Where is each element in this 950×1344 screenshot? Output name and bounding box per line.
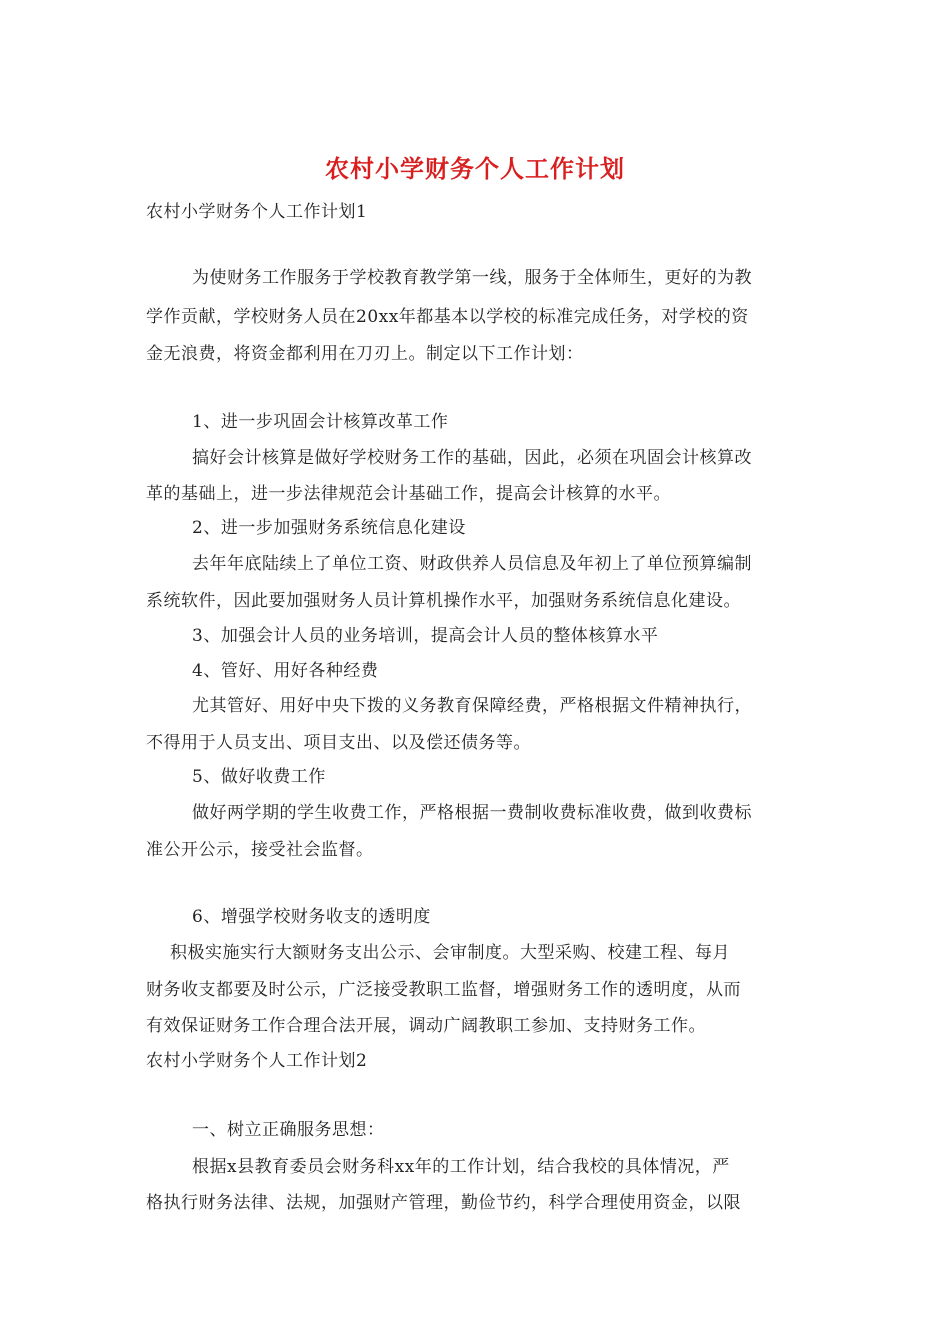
item-heading: 4、管好、用好各种经费 <box>192 661 379 681</box>
item-heading: 1、进一步巩固会计核算改革工作 <box>192 412 449 432</box>
paragraph-line: 做好两学期的学生收费工作，严格根据一费制收费标准收费，做到收费标 <box>192 803 752 823</box>
paragraph-line: 有效保证财务工作合理合法开展，调动广阔教职工参加、支持财务工作。 <box>146 1016 706 1036</box>
paragraph-line: 格执行财务法律、法规，加强财产管理，勤俭节约，科学合理使用资金，以限 <box>146 1193 741 1213</box>
item-heading: 5、做好收费工作 <box>192 767 326 787</box>
paragraph-line: 学作贡献，学校财务人员在20xx年都基本以学校的标准完成任务，对学校的资 <box>146 307 749 327</box>
paragraph-line: 为使财务工作服务于学校教育教学第一线，服务于全体师生，更好的为教 <box>192 268 752 288</box>
item-heading: 6、增强学校财务收支的透明度 <box>192 907 431 927</box>
paragraph-line: 尤其管好、用好中央下拨的义务教育保障经费，严格根据文件精神执行， <box>192 696 752 716</box>
paragraph-line: 财务收支都要及时公示，广泛接受教职工监督，增强财务工作的透明度，从而 <box>146 980 741 1000</box>
item-heading: 2、进一步加强财务系统信息化建设 <box>192 518 466 538</box>
paragraph-line: 金无浪费，将资金都利用在刀刃上。制定以下工作计划： <box>146 344 584 364</box>
section-heading: 农村小学财务个人工作计划1 <box>146 202 368 222</box>
paragraph-line: 系统软件，因此要加强财务人员计算机操作水平，加强财务系统信息化建设。 <box>146 591 741 611</box>
paragraph-line: 不得用于人员支出、项目支出、以及偿还债务等。 <box>146 733 531 753</box>
page-title: 农村小学财务个人工作计划 <box>325 154 625 183</box>
section-heading: 农村小学财务个人工作计划2 <box>146 1051 368 1071</box>
item-heading: 3、加强会计人员的业务培训，提高会计人员的整体核算水平 <box>192 626 659 646</box>
paragraph-line: 去年年底陆续上了单位工资、财政供养人员信息及年初上了单位预算编制 <box>192 554 752 574</box>
paragraph-line: 革的基础上，进一步法律规范会计基础工作，提高会计核算的水平。 <box>146 484 671 504</box>
paragraph-line: 根据x县教育委员会财务科xx年的工作计划，结合我校的具体情况，严 <box>192 1157 730 1177</box>
paragraph-line: 准公开公示，接受社会监督。 <box>146 840 374 860</box>
paragraph-line: 积极实施实行大额财务支出公示、会审制度。大型采购、校建工程、每月 <box>170 943 730 963</box>
item-heading: 一、树立正确服务思想： <box>192 1120 385 1140</box>
paragraph-line: 搞好会计核算是做好学校财务工作的基础，因此，必须在巩固会计核算改 <box>192 448 752 468</box>
